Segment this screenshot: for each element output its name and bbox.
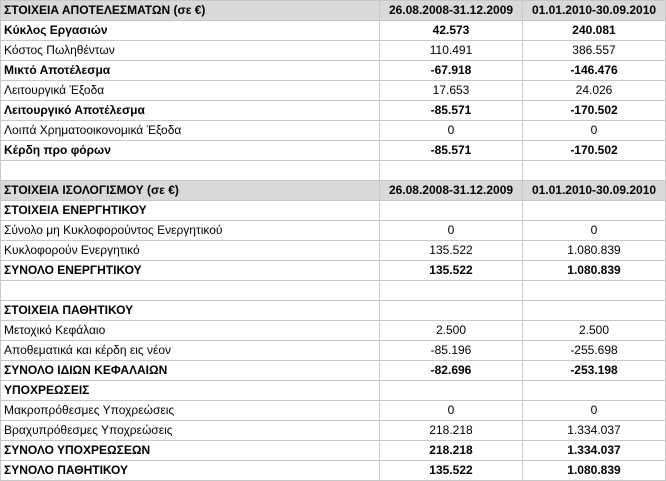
period-2-header: 01.01.2010-30.09.2010 bbox=[523, 181, 666, 201]
section-title-row bbox=[1, 201, 666, 221]
row-value-period-1: 2.500 bbox=[380, 321, 523, 341]
empty-cell bbox=[1, 161, 380, 181]
table-row bbox=[1, 261, 666, 281]
table-row bbox=[1, 441, 666, 461]
assets-section-title: ΣΤΟΙΧΕΙΑ ΕΝΕΡΓΗΤΙΚΟΥ bbox=[1, 201, 380, 221]
table-row bbox=[1, 361, 666, 381]
row-value-period-2: 240.081 bbox=[523, 21, 666, 41]
empty-cell bbox=[523, 381, 666, 401]
table-row bbox=[1, 321, 666, 341]
empty-cell bbox=[380, 381, 523, 401]
row-label: Κόστος Πωληθέντων bbox=[1, 41, 380, 61]
row-value-period-1: -85.571 bbox=[380, 141, 523, 161]
table-row bbox=[1, 61, 666, 81]
table-row bbox=[1, 81, 666, 101]
empty-cell bbox=[523, 201, 666, 221]
table-row bbox=[1, 461, 666, 481]
row-value-period-2: -170.502 bbox=[523, 101, 666, 121]
table-row bbox=[1, 221, 666, 241]
row-value-period-1: 42.573 bbox=[380, 21, 523, 41]
row-value-period-2: 1.080.839 bbox=[523, 261, 666, 281]
table-row bbox=[1, 121, 666, 141]
row-value-period-2: 1.080.839 bbox=[523, 241, 666, 261]
row-value-period-1: -67.918 bbox=[380, 61, 523, 81]
row-value-period-1: 0 bbox=[380, 121, 523, 141]
table-row bbox=[1, 421, 666, 441]
row-value-period-2: -255.698 bbox=[523, 341, 666, 361]
period-2-header: 01.01.2010-30.09.2010 bbox=[523, 1, 666, 21]
income-statement-header bbox=[1, 1, 666, 21]
income-statement-title: ΣΤΟΙΧΕΙΑ ΑΠΟΤΕΛΕΣΜΑΤΩΝ (σε €) bbox=[1, 1, 380, 21]
row-label: Σύνολο μη Κυκλοφορούντος Ενεργητικού bbox=[1, 221, 380, 241]
row-value-period-1: -85.196 bbox=[380, 341, 523, 361]
row-value-period-1: 110.491 bbox=[380, 41, 523, 61]
row-value-period-1: -85.571 bbox=[380, 101, 523, 121]
empty-cell bbox=[1, 281, 380, 301]
spacer-row bbox=[1, 161, 666, 181]
row-value-period-1: 135.522 bbox=[380, 461, 523, 481]
row-label: Μετοχικό Κεφάλαιο bbox=[1, 321, 380, 341]
row-label: ΣΥΝΟΛΟ ΙΔΙΩΝ ΚΕΦΑΛΑΙΩΝ bbox=[1, 361, 380, 381]
row-value-period-1: 0 bbox=[380, 401, 523, 421]
row-value-period-2: 0 bbox=[523, 401, 666, 421]
table-row bbox=[1, 41, 666, 61]
section-title-row bbox=[1, 381, 666, 401]
row-label: Λειτουργικά Έξοδα bbox=[1, 81, 380, 101]
row-value-period-1: 0 bbox=[380, 221, 523, 241]
liabilities-section-title: ΣΤΟΙΧΕΙΑ ΠΑΘΗΤΙΚΟΥ bbox=[1, 301, 380, 321]
table-row bbox=[1, 141, 666, 161]
row-value-period-2: 0 bbox=[523, 221, 666, 241]
row-label: Κέρδη προ φόρων bbox=[1, 141, 380, 161]
empty-cell bbox=[380, 161, 523, 181]
row-value-period-2: 1.080.839 bbox=[523, 461, 666, 481]
obligations-section-title: ΥΠΟΧΡΕΩΣΕΙΣ bbox=[1, 381, 380, 401]
row-label: Λοιπά Χρηματοοικονομικά Έξοδα bbox=[1, 121, 380, 141]
row-value-period-2: 0 bbox=[523, 121, 666, 141]
table-row bbox=[1, 101, 666, 121]
row-value-period-1: 135.522 bbox=[380, 261, 523, 281]
row-value-period-2: 1.334.037 bbox=[523, 441, 666, 461]
row-value-period-2: 1.334.037 bbox=[523, 421, 666, 441]
row-value-period-1: 135.522 bbox=[380, 241, 523, 261]
period-1-header: 26.08.2008-31.12.2009 bbox=[380, 181, 523, 201]
row-label: ΣΥΝΟΛΟ ΠΑΘΗΤΙΚΟΥ bbox=[1, 461, 380, 481]
table-row bbox=[1, 341, 666, 361]
empty-cell bbox=[380, 281, 523, 301]
table-row bbox=[1, 241, 666, 261]
row-label: ΣΥΝΟΛΟ ΥΠΟΧΡΕΩΣΕΩΝ bbox=[1, 441, 380, 461]
balance-sheet-header bbox=[1, 181, 666, 201]
empty-cell bbox=[380, 301, 523, 321]
row-value-period-2: -253.198 bbox=[523, 361, 666, 381]
row-label: Μακροπρόθεσμες Υποχρεώσεις bbox=[1, 401, 380, 421]
balance-sheet-title: ΣΤΟΙΧΕΙΑ ΙΣΟΛΟΓΙΣΜΟΥ (σε €) bbox=[1, 181, 380, 201]
empty-cell bbox=[523, 301, 666, 321]
row-value-period-1: -82.696 bbox=[380, 361, 523, 381]
row-value-period-2: -146.476 bbox=[523, 61, 666, 81]
empty-cell bbox=[380, 201, 523, 221]
empty-cell bbox=[523, 161, 666, 181]
row-label: Λειτουργικό Αποτέλεσμα bbox=[1, 101, 380, 121]
row-value-period-1: 218.218 bbox=[380, 421, 523, 441]
spacer-row bbox=[1, 281, 666, 301]
period-1-header: 26.08.2008-31.12.2009 bbox=[380, 1, 523, 21]
row-label: Βραχυπρόθεσμες Υποχρεώσεις bbox=[1, 421, 380, 441]
row-value-period-2: 386.557 bbox=[523, 41, 666, 61]
row-label: Μικτό Αποτέλεσμα bbox=[1, 61, 380, 81]
row-value-period-1: 17.653 bbox=[380, 81, 523, 101]
table-row bbox=[1, 401, 666, 421]
row-value-period-2: 24.026 bbox=[523, 81, 666, 101]
row-value-period-2: 2.500 bbox=[523, 321, 666, 341]
section-title-row bbox=[1, 301, 666, 321]
row-label: Κυκλοφορούν Ενεργητικό bbox=[1, 241, 380, 261]
row-label: Αποθεματικά και κέρδη εις νέον bbox=[1, 341, 380, 361]
row-label: ΣΥΝΟΛΟ ΕΝΕΡΓΗΤΙΚΟΥ bbox=[1, 261, 380, 281]
table-row bbox=[1, 21, 666, 41]
empty-cell bbox=[523, 281, 666, 301]
row-label: Κύκλος Εργασιών bbox=[1, 21, 380, 41]
row-value-period-1: 218.218 bbox=[380, 441, 523, 461]
row-value-period-2: -170.502 bbox=[523, 141, 666, 161]
